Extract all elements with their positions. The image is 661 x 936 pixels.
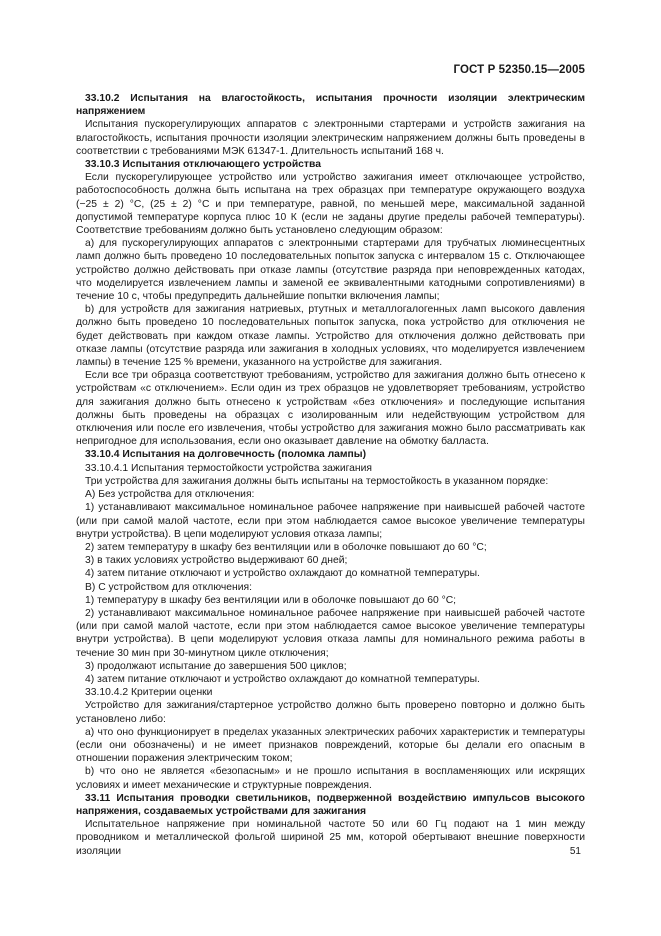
list-item: 4) затем питание отключают и устройство охлаждают до комнатной температуры.: [85, 568, 480, 580]
list-item: b) для устройств для зажигания натриевых, ртутных и металлогалогенных ламп высокого давления должно быть проведено 10 последовательных попыток запуска, пока устройство для отключения не будет действовать при каждом отказе лампы. Устройство для отключения должно действовать при отказе лампы (отсутствие разряда или зажигания в холодных условиях, что моделируется извлечением лампы) в течение 125 % времени, указанного на устройстве для зажигания.: [76, 304, 585, 369]
section-heading-33-10-2: 33.10.2 Испытания на влагостойкость, испытания прочности изоляции электрическим напряжением: [76, 93, 585, 118]
list-item: а) что оно функционирует в пределах указанных электрических рабочих характеристик и температуры (если они обозначены) и не имеет признаков повреждений, которые бы делали его опасным в отношении поражения электрическим током;: [76, 726, 585, 765]
list-item: А) Без устройства для отключения:: [85, 489, 255, 501]
paragraph: Испытательное напряжение при номинальной частоте 50 или 60 Гц подают на 1 мин между проводником и металлической фольгой шириной 25 мм, которой обертывают внешние поверхности изоляции: [76, 819, 585, 857]
document-body: [76, 92, 585, 858]
document-header: ГОСТ Р 52350.15—2005: [453, 64, 585, 76]
list-item: 1) температуру в шкафу без вентиляции или в оболочке повышают до 60 °С;: [85, 594, 457, 606]
list-item: 3) продолжают испытание до завершения 500 циклов;: [85, 660, 347, 672]
page-number: 51: [569, 846, 581, 857]
list-item: b) что оно не является «безопасным» и не прошло испытания в воспламеняющих или искрящих условиях и имеет механические и структурные повреждения.: [76, 766, 585, 791]
paragraph: Устройство для зажигания/стартерное устройство должно быть проверено повторно и должно быть установлено либо:: [76, 700, 585, 725]
list-item: а) для пускорегулирующих аппаратов с электронными стартерами для трубчатых люминесцентных ламп должно быть проведено 10 последовательных попыток запуска с интервалом 15 с. Отключающее устройство должно действовать при отказе лампы (отсутствие разряда при неповрежденных катодах, что моделируется извлечением лампы и заменой ее эквивалентными катодными сопротивлениями) в течение 10 с, чтобы предупредить дальнейшие попытки включения лампы;: [76, 238, 585, 303]
subsection-heading: 33.10.4.2 Критерии оценки: [85, 687, 213, 699]
list-item: 3) в таких условиях устройство выдерживают 60 дней;: [85, 555, 348, 567]
list-item: 2) устанавливают максимальное номинальное рабочее напряжение при наивысшей рабочей частоте (или при самой малой частоте, если при этом наблюдается самое высокое увеличение температуры внутри устройства). В цепи моделируют условия отказа лампы для номинального режима работы в течение 30 мин при 30-минутном цикле отключения;: [76, 607, 585, 659]
paragraph: Три устройства для зажигания должны быть испытаны на термостойкость в указанном порядке:: [85, 475, 549, 487]
paragraph: Испытания пускорегулирующих аппаратов с электронными стартерами и устройств зажигания на влагостойкость, испытания прочности изоляции электрическим напряжением должны быть проведены в соответствии с требованиями МЭК 61347-1. Длительность испытаний 168 ч.: [76, 119, 585, 157]
list-item: В) С устройством для отключения:: [85, 581, 252, 593]
paragraph: Если все три образца соответствуют требованиям, устройство для зажигания должно быть отнесено к устройствам «с отключением». Если один из трех образцов не удовлетворяет требованиям, устройство для зажигания должно быть отнесено к устройствам «без отключения» и последующие испытания должны быть проведены на образцах с изолированным или недействующим устройством для отключения или после его извлечения, чтобы устройство для зажигания можно было рассматривать как непригодное для использования, если оно оказывает давление на обмотку балласта.: [76, 370, 585, 448]
section-heading-33-11: 33.11 Испытания проводки светильников, подверженной воздействию импульсов высокого напряжения, создаваемых устройствами для зажигания: [76, 792, 585, 817]
list-item: 2) затем температуру в шкафу без вентиляции или в оболочке повышают до 60 °С;: [85, 541, 487, 553]
list-item: 1) устанавливают максимальное номинальное рабочее напряжение при наивысшей рабочей частоте (или при самой малой частоте, если при этом наблюдается самое высокое увеличение температуры внутри устройства). В цепи моделируют условия отказа лампы;: [76, 502, 585, 540]
subsection-heading: 33.10.4.1 Испытания термостойкости устройства зажигания: [85, 462, 373, 474]
section-heading-33-10-4: 33.10.4 Испытания на долговечность (поломка лампы): [85, 449, 367, 461]
section-heading-33-10-3: 33.10.3 Испытания отключающего устройства: [85, 159, 321, 171]
list-item: 4) затем питание отключают и устройство охлаждают до комнатной температуры.: [85, 673, 480, 685]
paragraph: Если пускорегулирующее устройство или устройство зажигания имеет отключающее устройство, работоспособность должна быть испытана на трех образцах при температуре окружающего воздуха (−25 ± 2) °С, (25 ± 2) °С и при температуре, равной, по меньшей мере, максимальной заданной допустимой температуре корпуса плюс 10 К (если не заданы другие пределы рабочей температуры). Соответствие требованиям должно быть установлено следующим образом:: [76, 172, 585, 237]
